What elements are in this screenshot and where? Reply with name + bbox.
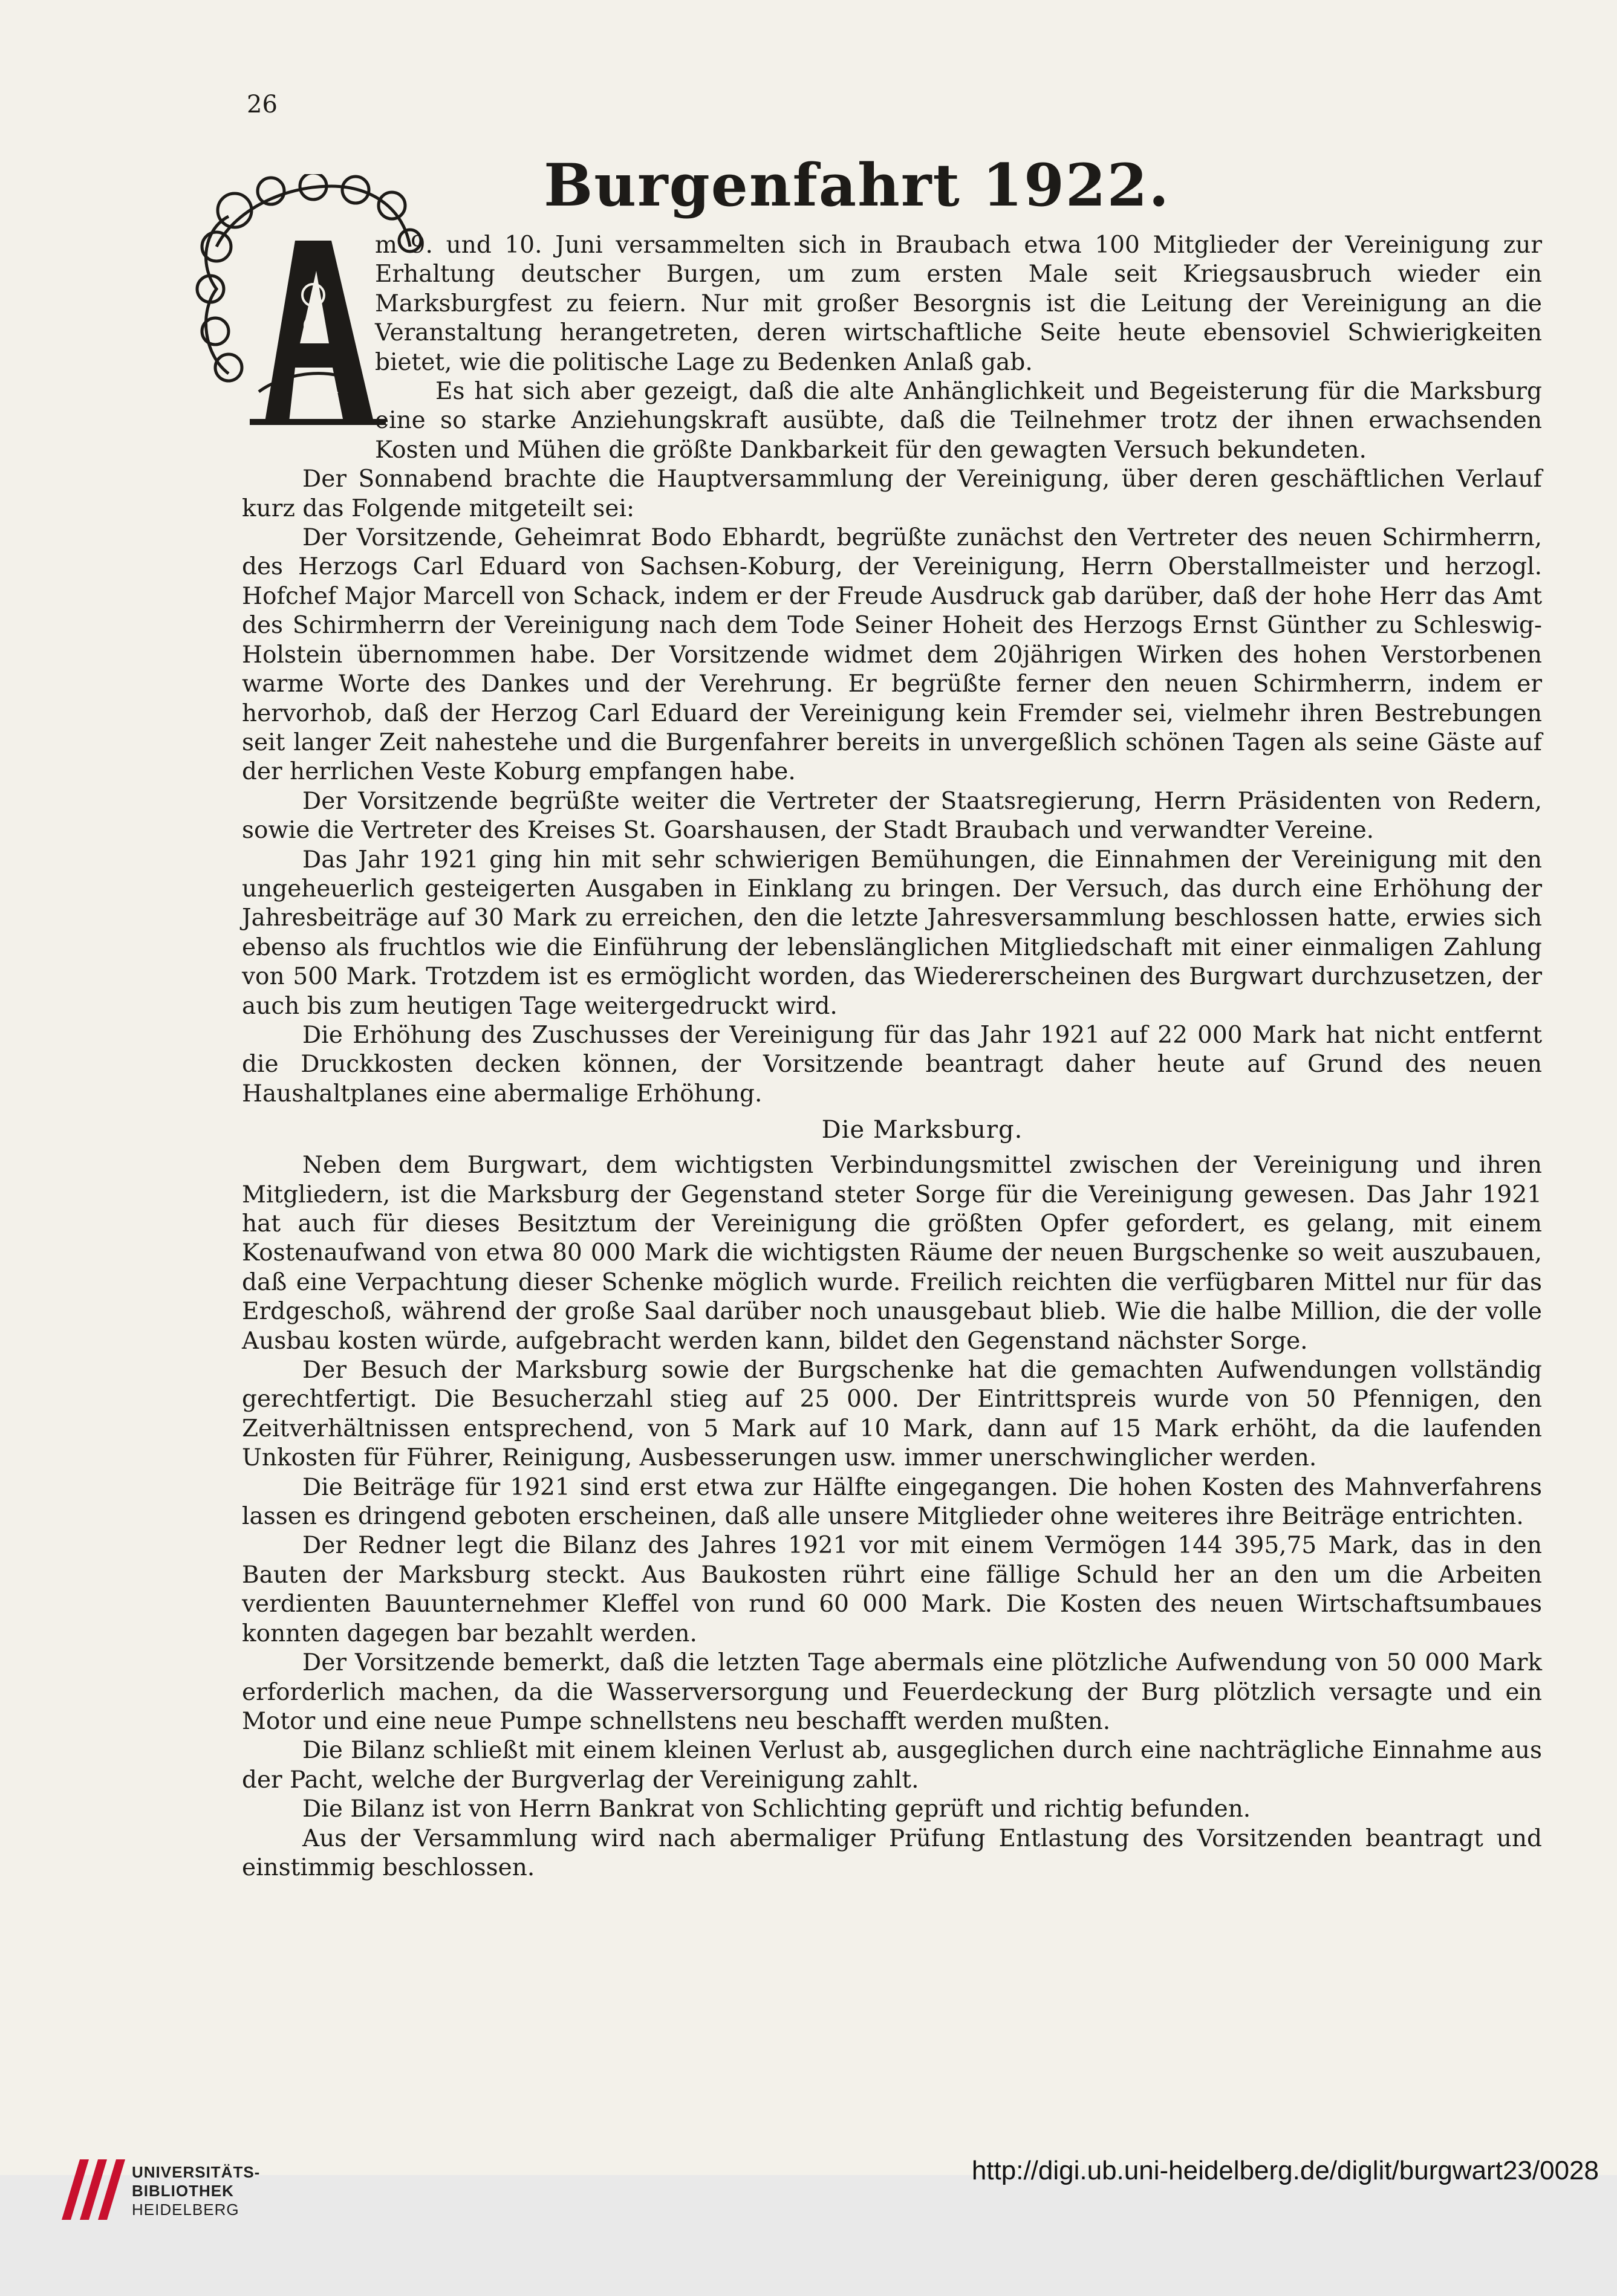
paragraph: Die Bilanz ist von Herrn Bankrat von Schlichting geprüft und richtig befunden. [302, 1795, 1251, 1823]
paragraph: Neben dem Burgwart, dem wichtigsten Verbindungsmittel zwischen der Vereinigung und ihren Mitgliedern, ist die Marksburg der Gegenstand steter Sorge für die Vereinigung gewesen. Das Jahr 1921 hat auch für dieses Besitztum der Vereinigung die größten Opfer gefordert, es gelang, mit einem Kostenaufwand von etwa 80 000 Mark die wichtigsten Räume der neuen Burgschenke so weit auszubauen, daß eine Verpachtung dieser Schenke möglich wurde. Freilich reichten die verfügbaren Mittel nur für das Erdgeschoß, während der große Saal darüber noch unausgebaut blieb. Wie die halbe Million, die der volle Ausbau kosten würde, aufgebracht werden kann, bildet den Gegenstand nächster Sorge. [242, 1152, 1542, 1355]
paragraph: Aus der Versammlung wird nach abermaliger Prüfung Entlastung des Vorsitzenden beantragt und einstimmig beschlossen. [242, 1824, 1542, 1881]
paragraph: Der Redner legt die Bilanz des Jahres 1921 vor mit einem Vermögen 144 395,75 Mark, das in den Bauten der Marksburg steckt. Aus Baukosten rührt eine fällige Schuld her an den um die Arbeiten verdienten Bauunternehmer Kleffel von rund 60 000 Mark. Die Kosten des neuen Wirtschaftsumbaues konnten dagegen bar bezahlt werden. [242, 1532, 1542, 1647]
source-url-link[interactable]: http://digi.ub.uni-heidelberg.de/diglit/burgwart23/0028 [971, 2156, 1599, 2185]
university-library-logo-icon [56, 2153, 128, 2226]
paragraph: Die Erhöhung des Zuschusses der Vereinigung für das Jahr 1921 auf 22 000 Mark hat nicht entfernt die Druckkosten decken können, der Vorsitzende beantragt daher heute auf Grund des neuen Haushaltplanes eine abermalige Erhöhung. [242, 1021, 1542, 1107]
section-heading: Die Marksburg. [821, 1116, 1023, 1144]
paragraph: Die Bilanz schließt mit einem kleinen Verlust ab, ausgeglichen durch eine nachträgliche Einnahme aus der Pacht, welche der Burgverlag der Vereinigung zahlt. [242, 1737, 1542, 1794]
paragraph: Der Vorsitzende begrüßte weiter die Vertreter der Staatsregierung, Herrn Präsidenten von Redern, sowie die Vertreter des Kreises St. Goarshausen, der Stadt Braubach und verwandter Vereine. [242, 787, 1542, 845]
page-number: 26 [247, 91, 278, 118]
paragraph: Es hat sich aber gezeigt, daß die alte Anhänglichkeit und Begeisterung für die Marksburg eine so starke Anziehungskraft ausübte, daß die Teilnehmer trotz der ihnen erwachsenden Kosten und Mühen die größte Dankbarkeit für den gewagten Versuch bekundeten. [375, 378, 1542, 464]
paragraph: Der Sonnabend brachte die Hauptversammlung der Vereinigung, über deren geschäftlichen Verlauf kurz das Folgende mitgeteilt sei: [242, 465, 1542, 522]
article-body [242, 231, 1542, 1883]
paragraph: Die Beiträge für 1921 sind erst etwa zur Hälfte eingegangen. Die hohen Kosten des Mahnverfahrens lassen es dringend geboten erscheinen, daß alle unsere Mitglieder ohne weiteres ihre Beiträge entrichten. [242, 1473, 1542, 1531]
paragraph: Der Besuch der Marksburg sowie der Burgschenke hat die gemachten Aufwendungen vollständig gerechtfertigt. Die Besucherzahl stieg auf 25 000. Der Eintrittspreis wurde von 50 Pfennigen, den Zeitverhältnissen entsprechend, von 5 Mark auf 10 Mark, dann auf 15 Mark erhöht, da die laufenden Unkosten für Führer, Reinigung, Ausbesserungen usw. immer unerschwinglicher werden. [242, 1357, 1542, 1472]
paragraph: Der Vorsitzende bemerkt, daß die letzten Tage abermals eine plötzliche Aufwendung von 50 000 Mark erforderlich machen, da die Wasserversorgung und Feuerdeckung der Burg plötzlich versagte und ein Motor und eine neue Pumpe schnellstens neu beschafft werden mußten. [242, 1649, 1542, 1735]
page-title: Burgenfahrt 1922. [544, 151, 1170, 219]
paragraph: Das Jahr 1921 ging hin mit sehr schwierigen Bemühungen, die Einnahmen der Vereinigung mit den ungeheuerlich gesteigerten Ausgaben in Einklang zu bringen. Der Versuch, das durch eine Erhöhung der Jahresbeiträge auf 30 Mark zu erreichen, den die letzte Jahresversammlung beschlossen hatte, erwies sich ebenso als fruchtlos wie die Einführung der lebenslänglichen Mitgliedschaft mit einer einmaligen Zahlung von 500 Mark. Trotzdem ist es ermöglicht worden, das Wiedererscheinen des Burgwart durchzusetzen, der auch bis zum heutigen Tage weitergedruckt wird. [242, 846, 1542, 1020]
paragraph: m 9. und 10. Juni versammelten sich in Braubach etwa 100 Mitglieder der Vereinigung zur Erhaltung deutscher Burgen, um zum ersten Male seit Kriegsausbruch wieder ein Marksburgfest zu feiern. Nur mit großer Besorgnis ist die Leitung der Vereinigung an die Veranstaltung herangetreten, deren wirtschaftliche Seite heute ebensoviel Schwierigkeiten bietet, wie die politische Lage zu Bedenken Anlaß gab. [375, 232, 1542, 376]
library-name: UNIVERSITÄTS- BIBLIOTHEK HEIDELBERG [132, 2163, 261, 2219]
paragraph: Der Vorsitzende, Geheimrat Bodo Ebhardt, begrüßte zunächst den Vertreter des neuen Schirmherrn, des Herzogs Carl Eduard von Sachsen-Koburg, der Vereinigung, Herrn Oberstallmeister und herzogl. Hofchef Major Marcell von Schack, indem er der Freude Ausdruck gab darüber, daß der hohe Herr das Amt des Schirmherrn der Vereinigung nach dem Tode Seiner Hoheit des Herzogs Ernst Günther zu Schleswig-Holstein übernommen habe. Der Vorsitzende widmet dem 20jährigen Wirken des hohen Verstorbenen warme Worte des Dankes und der Verehrung. Er begrüßte ferner den neuen Schirmherrn, indem er hervorhob, daß der Herzog Carl Eduard der Vereinigung kein Fremder sei, vielmehr ihren Bestrebungen seit langer Zeit nahestehe und die Burgenfahrer bereits in unvergeßlich schönen Tagen als seine Gäste auf der herrlichen Veste Koburg empfangen habe. [242, 524, 1542, 786]
